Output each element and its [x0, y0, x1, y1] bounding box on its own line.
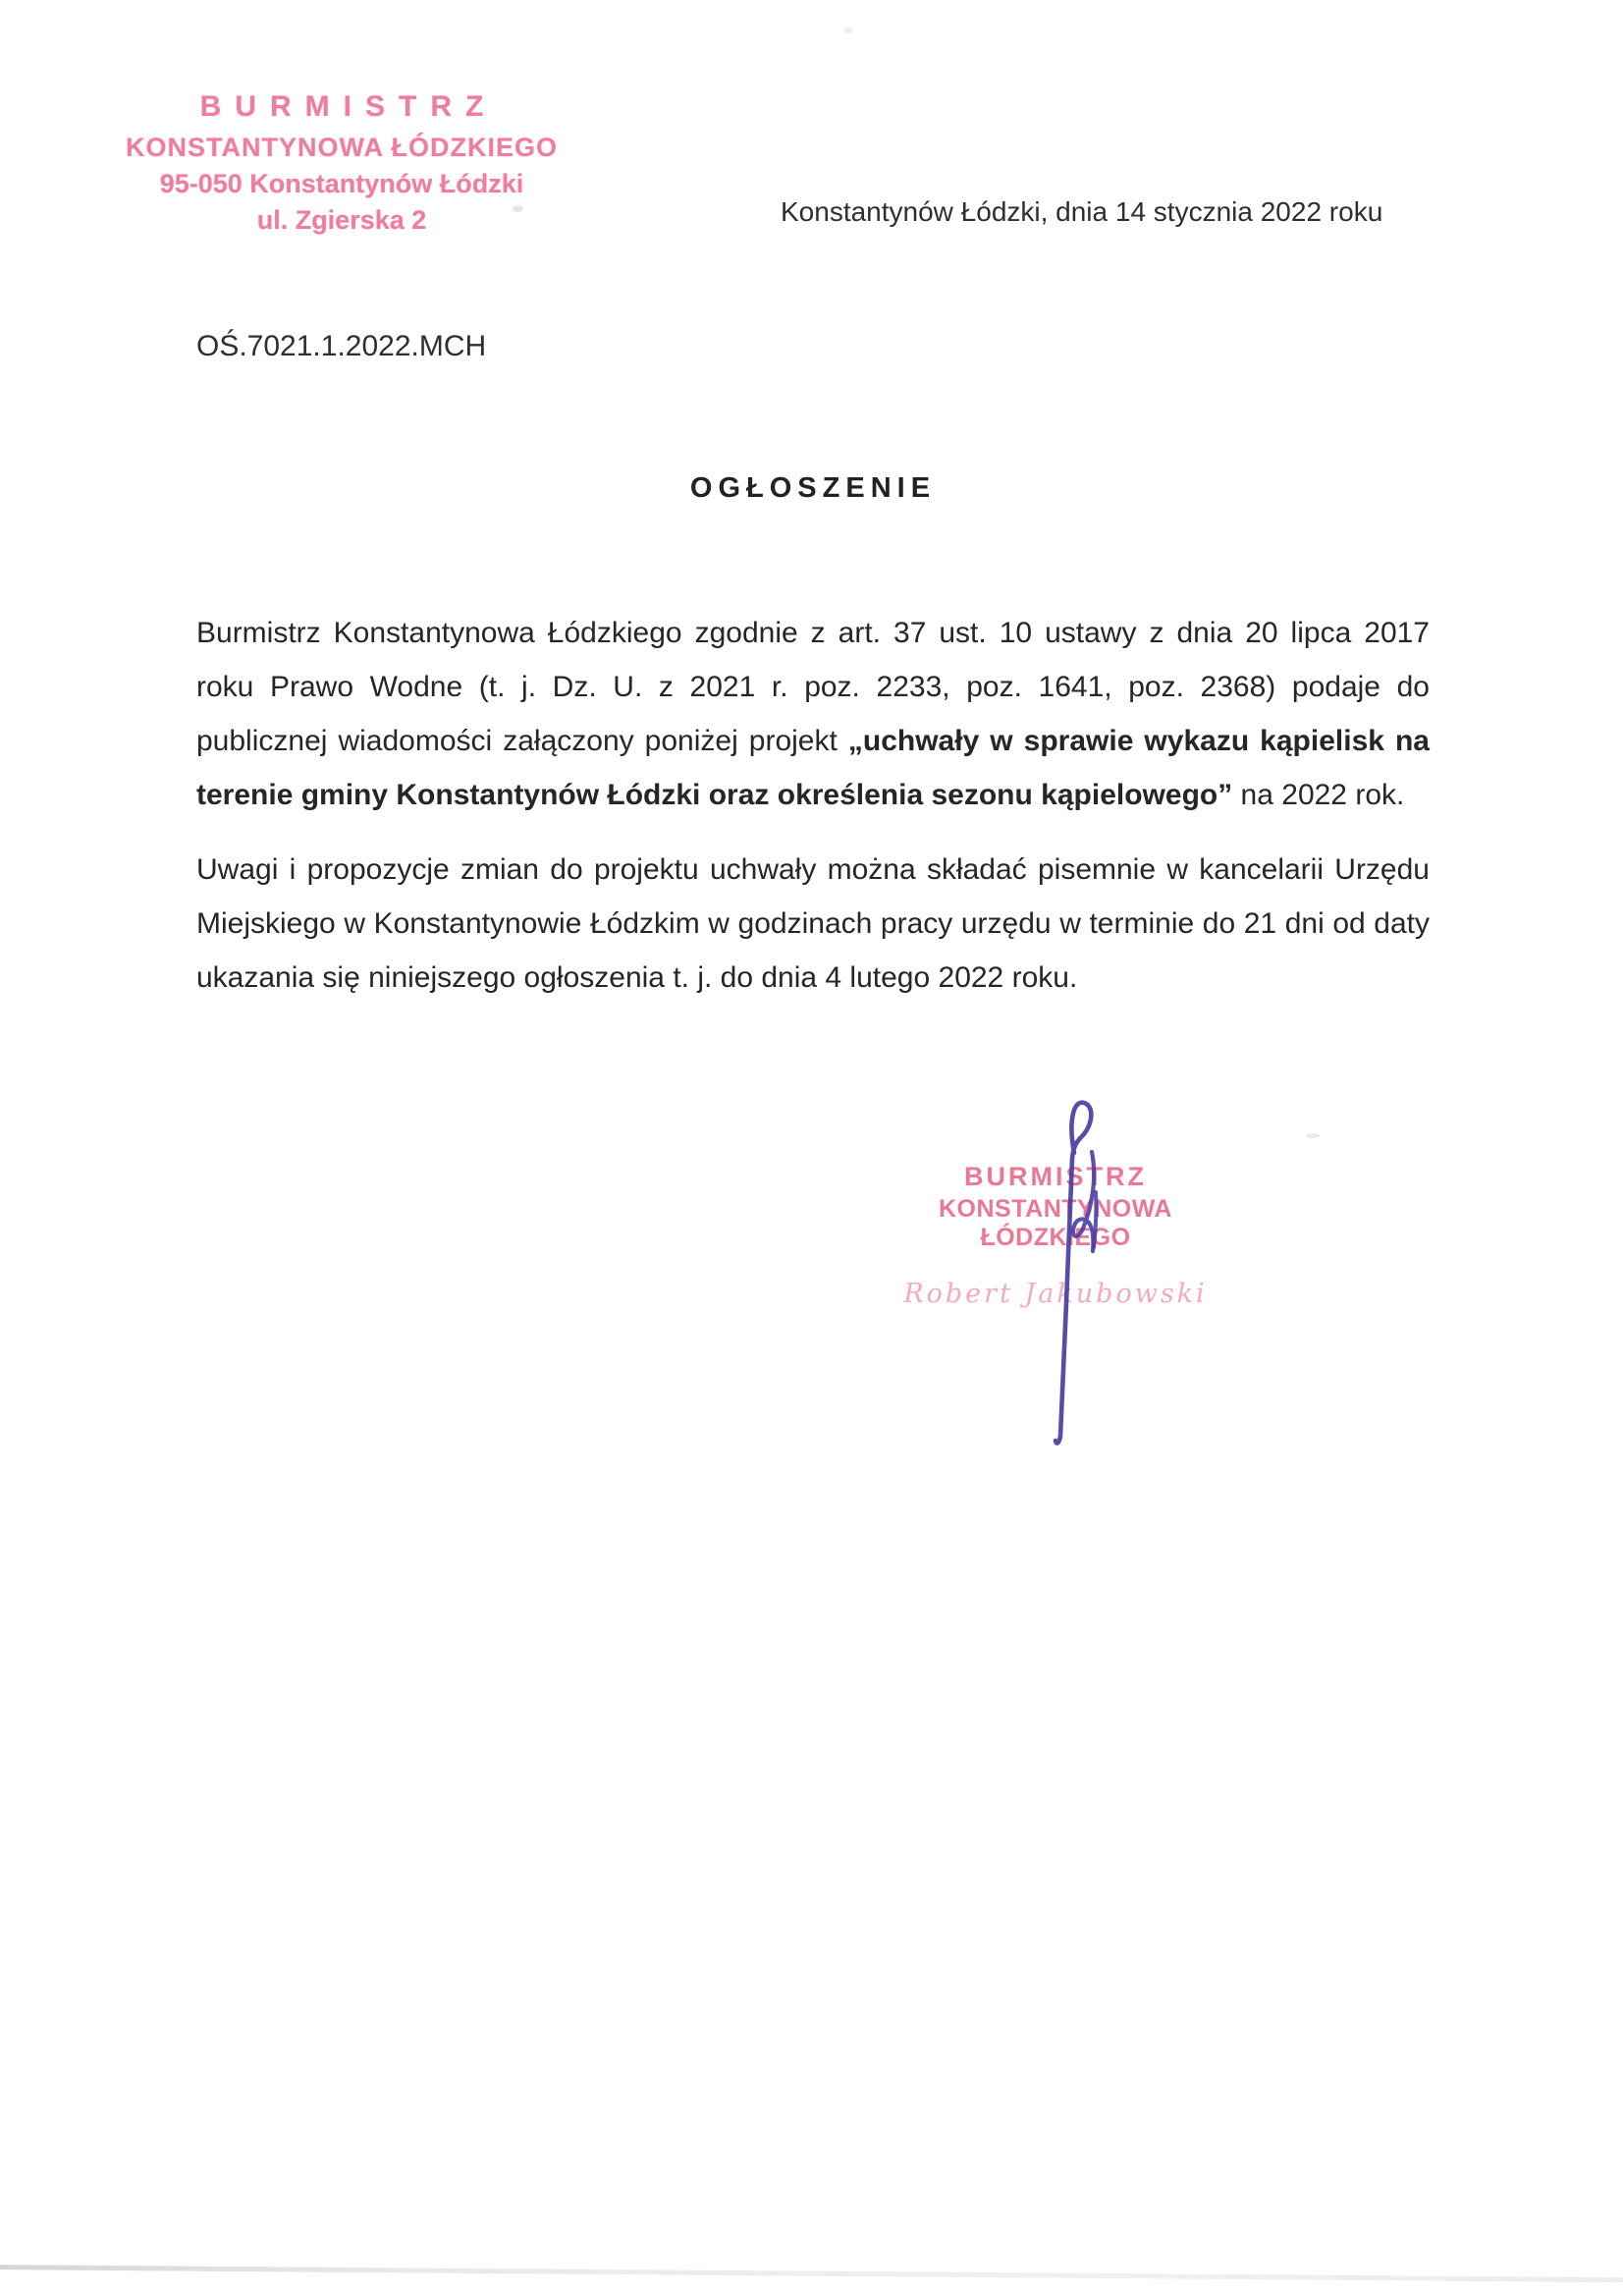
- mayor-stamp-municipality: KONSTANTYNOWA ŁÓDZKIEGO: [939, 1195, 1172, 1251]
- reference-number: OŚ.7021.1.2022.MCH: [196, 330, 487, 362]
- scan-artifact: [513, 205, 523, 212]
- sender-stamp-street: ul. Zgierska 2: [256, 205, 427, 235]
- mayor-stamp-office: BURMISTRZ: [964, 1162, 1147, 1191]
- sender-stamp: [116, 90, 568, 236]
- scan-artifact: [844, 27, 852, 33]
- place-and-date-line: Konstantynów Łódzki, dnia 14 stycznia 2022 roku: [781, 196, 1383, 227]
- paragraph-remarks-deadline: Uwagi i propozycje zmian do projektu uchwały można składać pisemnie w kancelarii Urzędu Miejskiego w Konstantynowie Łódzkim w godzinach pracy urzędu w terminie do 21 dni od daty ukazania się niniejszego ogłoszenia t. j. do dnia 4 lutego 2022 roku.: [196, 853, 1430, 994]
- document-body: [196, 606, 1430, 1005]
- document-title: OGŁOSZENIE: [689, 472, 937, 504]
- sender-stamp-postal-address: 95-050 Konstantynów Łódzki: [159, 169, 524, 198]
- signer-name: Robert Jakubowski: [903, 1279, 1208, 1309]
- sender-stamp-municipality: KONSTANTYNOWA ŁÓDZKIEGO: [126, 133, 558, 162]
- scan-edge-shadow: [0, 2265, 1623, 2282]
- sender-stamp-office: BURMISTRZ: [199, 90, 498, 123]
- handwritten-signature-icon: [1001, 1090, 1168, 1463]
- paragraph-announcement: Burmistrz Konstantynowa Łódzkiego zgodnie z art. 37 ust. 10 ustawy z dnia 20 lipca 2017 roku Prawo Wodne (t. j. Dz. U. z 2021 r. poz. 2233, poz. 1641, poz. 2368) podaje do publicznej wiadomości załączony poniżej projekt „uchwały w sprawie wykazu kąpielisk na terenie gminy Konstantynów Łódzki oraz określenia sezonu kąpielowego” na 2022 rok.: [196, 617, 1430, 811]
- scan-artifact: [1306, 1133, 1320, 1138]
